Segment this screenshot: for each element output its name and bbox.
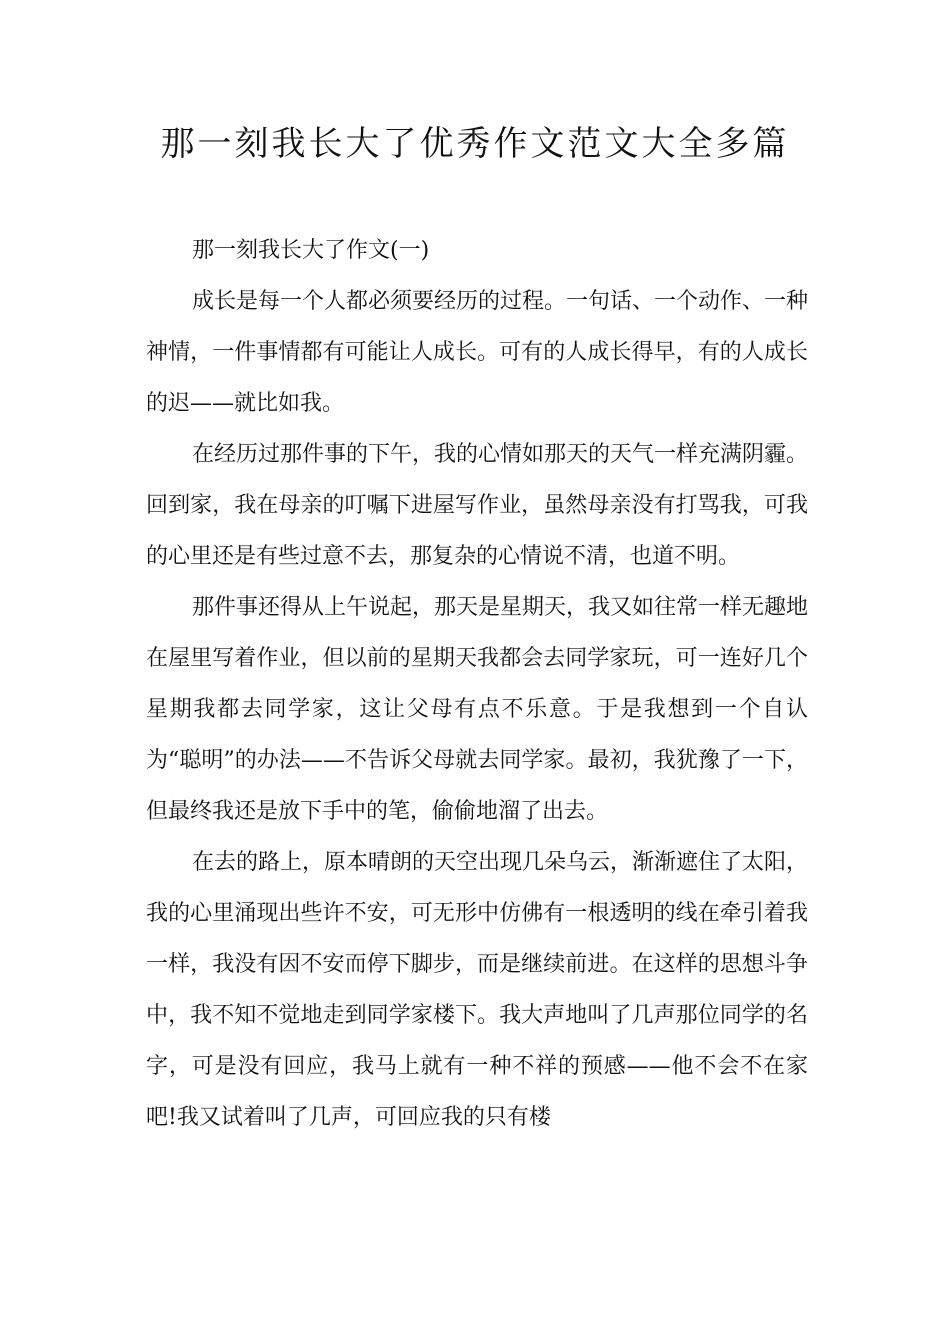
- paragraph-2: 在经历过那件事的下午，我的心情如那天的天气一样充满阴霾。回到家，我在母亲的叮嘱下进屋写作业，虽然母亲没有打骂我，可我的心里还是有些过意不去，那复杂的心情说不清，也道不明。: [146, 442, 809, 569]
- paragraph-4: 在去的路上，原本晴朗的天空出现几朵乌云，渐渐遮住了太阳，我的心里涌现出些许不安，可无形中仿佛有一根透明的线在牵引着我一样，我没有因不安而停下脚步，而是继续前进。在这样的思想斗争中，我不知不觉地走到同学家楼下。我大声地叫了几声那位同学的名字，可是没有回应，我马上就有一种不祥的预感——他不会不在家吧!我又试着叫了几声，可回应我的只有楼: [146, 850, 809, 1130]
- document-body: [146, 225, 808, 1143]
- paragraph-3: 那件事还得从上午说起，那天是星期天，我又如往常一样无趣地在屋里写着作业，但以前的星期天我都会去同学家玩，可一连好几个星期我都去同学家，这让父母有点不乐意。于是我想到一个自认为“聪明”的办法——不告诉父母就去同学家。最初，我犹豫了一下，但最终我还是放下手中的笔，偷偷地溜了出去。: [146, 595, 809, 824]
- document-title: 那一刻我长大了优秀作文范文大全多篇: [160, 124, 790, 164]
- section-heading: 那一刻我长大了作文(一): [192, 238, 430, 263]
- paragraph-1: 成长是每一个人都必须要经历的过程。一句话、一个动作、一种神情，一件事情都有可能让人成长。可有的人成长得早，有的人成长的迟——就比如我。: [146, 289, 809, 416]
